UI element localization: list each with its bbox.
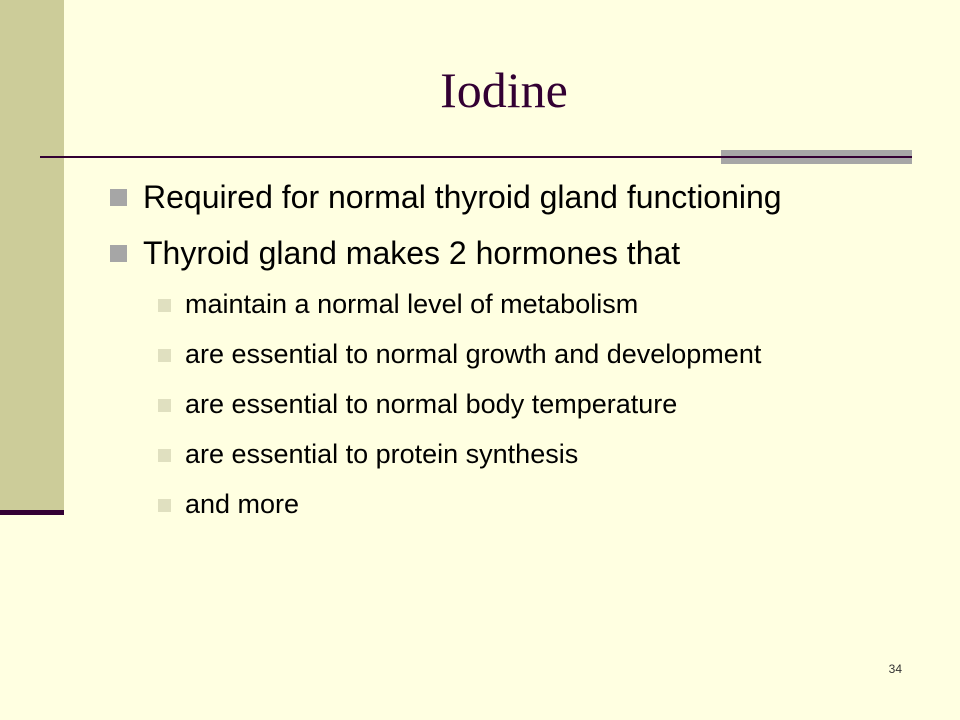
left-band-underline: [0, 510, 64, 515]
sub-bullet-item: [158, 438, 805, 470]
bullet-item: [108, 176, 928, 218]
sub-bullet-item: [158, 288, 805, 320]
square-bullet-icon: [110, 245, 127, 262]
page-number: 34: [888, 662, 902, 676]
square-bullet-icon: [110, 189, 127, 206]
square-sub-bullet-icon: [158, 399, 171, 412]
sub-bullet-item: [158, 488, 805, 520]
left-decorative-band: [0, 0, 64, 512]
sub-bullet-text: are essential to protein synthesis: [185, 439, 579, 469]
slide-body: [108, 176, 928, 538]
bullet-text: Required for normal thyroid gland functioning: [143, 179, 782, 215]
sub-bullet-text: are essential to normal body temperature: [185, 389, 678, 419]
sub-bullet-text: are essential to normal growth and development: [185, 339, 762, 369]
square-sub-bullet-icon: [158, 499, 171, 512]
sub-bullet-text: and more: [185, 489, 300, 519]
bullet-item: [108, 232, 928, 274]
square-sub-bullet-icon: [158, 299, 171, 312]
square-sub-bullet-icon: [158, 349, 171, 362]
slide-title: Iodine: [440, 62, 568, 118]
sub-bullet-item: [158, 338, 805, 370]
bullet-text: Thyroid gland makes 2 hormones that: [143, 235, 681, 271]
title-divider-accent-line: [721, 156, 912, 158]
sub-bullet-item: [158, 388, 805, 420]
sub-bullet-text: maintain a normal level of metabolism: [185, 289, 639, 319]
square-sub-bullet-icon: [158, 449, 171, 462]
